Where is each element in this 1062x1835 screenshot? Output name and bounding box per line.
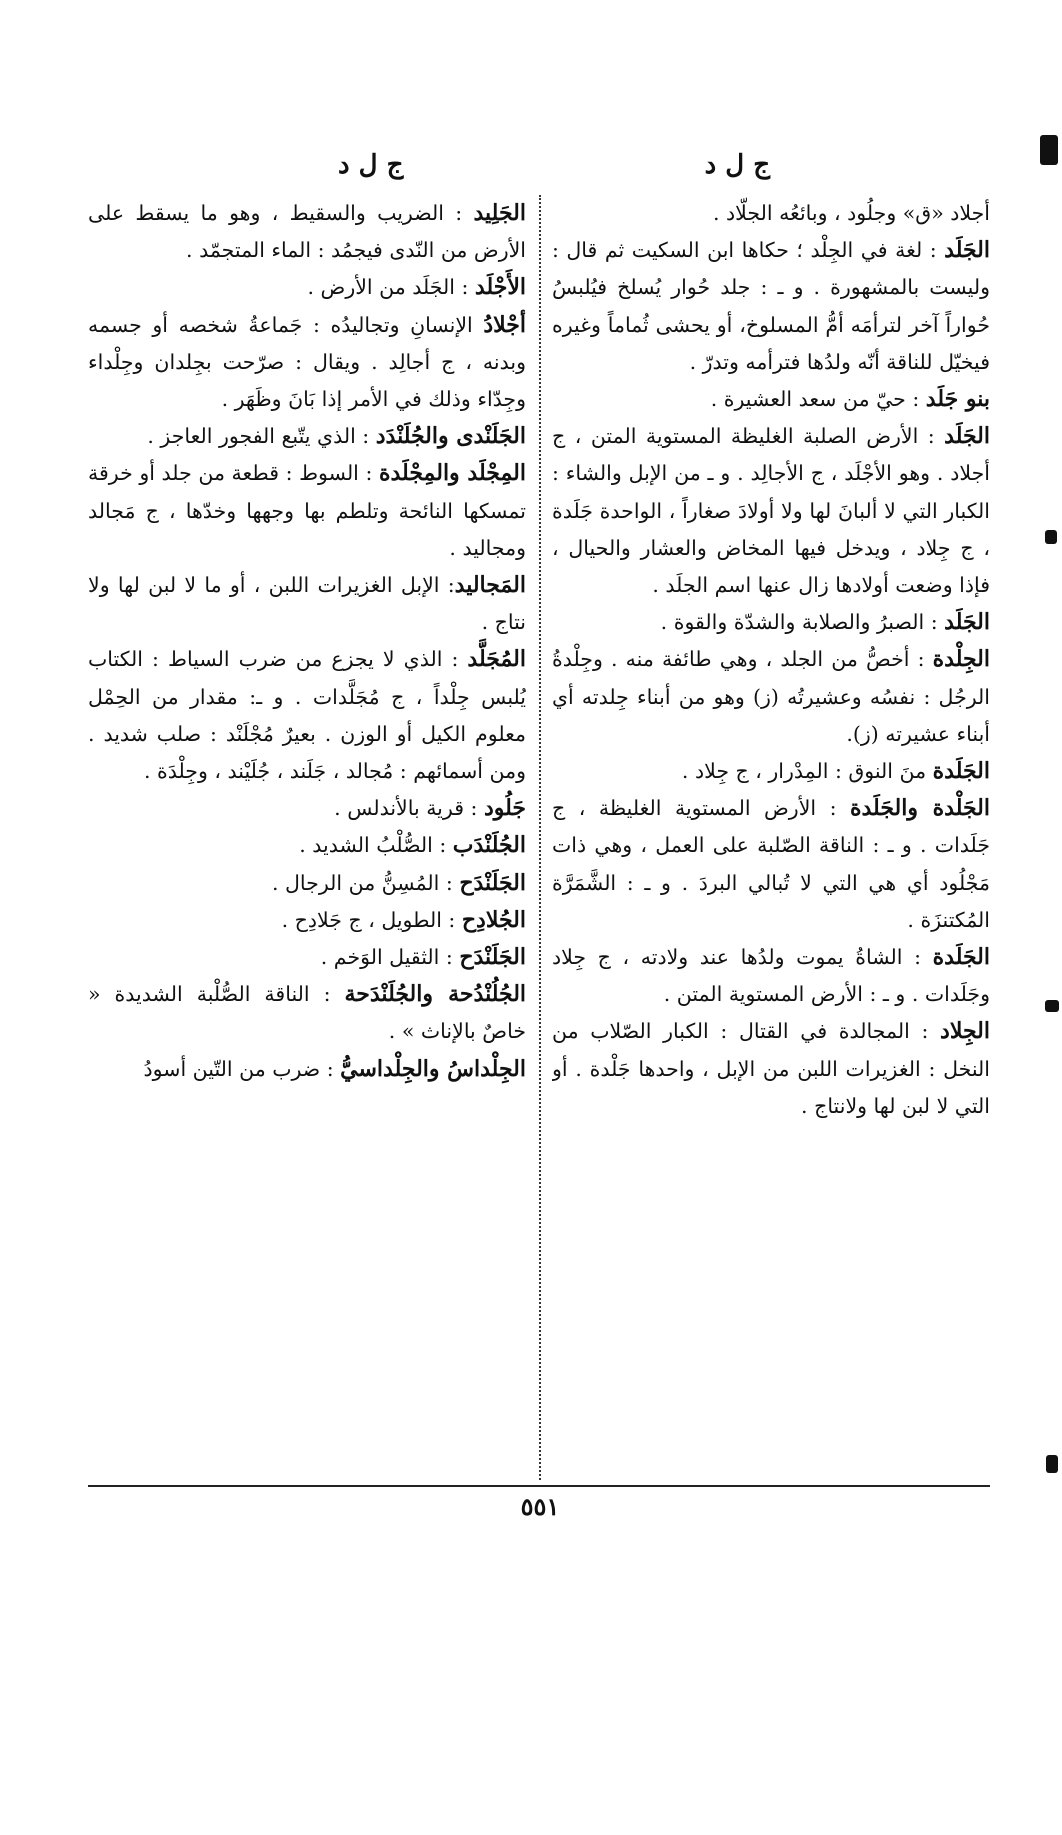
entry-definition: : الشاةُ يموت ولدُها عند ولادته ، ج جِلاد وجَلَدات . و ـ : الأرض المستوية المتن . <box>552 945 990 1007</box>
dictionary-entry <box>552 381 990 418</box>
entry-definition: منَ النوق : المِدْرار ، ج جِلاد . <box>681 759 933 784</box>
footer-rule <box>88 1485 990 1487</box>
dictionary-entry <box>552 753 990 790</box>
entry-definition: : حيّ من سعد العشيرة . <box>710 387 926 412</box>
entry-headword: الجَلَد <box>944 237 990 264</box>
dictionary-entry <box>88 641 526 790</box>
entry-definition: : المجالدة في القتال : الكبار الصّلاب من النخل : الغزيرات اللبن من الإبل ، واحدها جَلْدة . أو التي لا لبن لها ولانتاج . <box>552 1019 990 1118</box>
entry-definition: : المُسِنُّ من الرجال . <box>271 870 460 895</box>
entry-definition: : الطويل ، ج جَلادِح . <box>281 907 462 932</box>
entry-definition: : أخصُّ من الجلد ، وهي طائفة منه . وجِلْدةُ الرجُل : نفسُه وعشيرتُه (ز) وهو من أبناء جِلدته أي أبناء عشيرته (ز). <box>552 647 990 746</box>
entry-definition: : الثقيل الوَخم . <box>320 945 460 970</box>
header-root-right: ج ل د <box>704 150 770 180</box>
dictionary-entry <box>88 902 526 939</box>
dictionary-entry <box>552 418 990 604</box>
entry-definition: : الإبل الغزيرات اللبن ، أو ما لا لبن لها ولا نتاج . <box>88 573 526 635</box>
entry-definition: : الذي لا يجزع من ضرب السياط : الكتاب يُلبس جِلْداً ، ج مُجَلَّدات . و ـ: مقدار من الحِمْل معلوم الكيل أو الوزن . بعيرٌ مُجْلَنْد : صلب شديد . ومن أسمائهم : مُجالد ، جَلَند ، جُلَيْند ، وجِلْدَة . <box>88 647 526 784</box>
edge-mark-top <box>1040 135 1058 165</box>
dictionary-entry <box>88 567 526 641</box>
entry-definition: : الأرض المستوية الغليظة ، ج جَلَدات . و ـ : الناقة الصّلبة على العمل ، وهي ذات مَجْلُود أي هي التي لا تُبالي البردَ . و ـ : الشَّمَرَّة المُكتنزَة . <box>552 796 990 932</box>
dictionary-entry <box>88 418 526 455</box>
left-column <box>88 195 526 1455</box>
entry-definition: : قرية بالأندلس . <box>334 796 484 821</box>
entry-headword: الجُلُنْدُحة والجُلَنْدَحة <box>344 981 526 1008</box>
dictionary-entry <box>552 939 990 1013</box>
entry-headword: الجَلَنْدَح <box>459 869 526 896</box>
entry-headword: الجِلاد <box>940 1018 990 1045</box>
entry-definition: : ضرب من التّين أسودُ <box>143 1056 341 1081</box>
header-root-left: ج ل د <box>338 150 404 180</box>
entry-headword: الجِلْدة <box>932 646 990 673</box>
dictionary-entry <box>88 1051 526 1088</box>
entry-headword: الجَلَنْدى والجُلَنْدَد <box>375 423 526 450</box>
dictionary-entry <box>88 865 526 902</box>
entry-definition: أجلاد «ق» وجلُود ، وبائعُه الجلّاد . <box>712 201 990 225</box>
entry-definition: : الصُّلْبُ الشديد . <box>299 833 453 858</box>
entry-headword: الجُلَنْدَب <box>452 832 526 859</box>
entry-headword: الجَلِيد <box>473 200 526 226</box>
entry-headword: المُجَلَّد <box>467 646 526 673</box>
dictionary-entry <box>88 790 526 827</box>
entry-headword: الجَلَد <box>944 423 990 450</box>
dictionary-entry <box>88 455 526 567</box>
entry-headword: المَجاليد <box>454 572 526 599</box>
text-columns <box>88 195 990 1835</box>
entry-headword: الجَلْدة والجَلَدة <box>849 795 990 822</box>
dictionary-entry <box>552 604 990 641</box>
page-number: ٥٥١ <box>520 1492 560 1521</box>
page-header <box>88 150 990 190</box>
dictionary-entry <box>552 232 990 381</box>
entry-definition: : الأرض الصلبة الغليظة المستوية المتن ، ج أجلاد . وهو الأجْلَد ، ج الأجالِد . و ـ من الإبل والشاء : الكبار التي لا ألبانَ لها ولا أولادَ صغاراً ، الواحدة جَلَدة ، ج جِلاد ، ويدخل فيها المخاض والعشار والحيال ، فإذا وضعت أولادها زال عنها اسم الجلَد . <box>552 424 990 598</box>
entry-definition: : الصبرُ والصلابة والشدّة والقوة . <box>660 610 945 635</box>
dictionary-entry <box>88 939 526 976</box>
entry-headword: بنو جَلَد <box>925 386 990 413</box>
column-divider <box>539 195 541 1480</box>
dictionary-entry <box>88 307 526 419</box>
entry-headword: الجَلَد <box>944 609 990 636</box>
entry-headword: الجَلَدة <box>932 944 990 971</box>
dictionary-entry <box>552 790 990 939</box>
dictionary-entry <box>552 641 990 753</box>
edge-mark-mid-1 <box>1045 530 1057 544</box>
dictionary-entry <box>88 269 526 306</box>
dictionary-entry <box>552 1013 990 1125</box>
right-column <box>552 195 990 1455</box>
entry-headword: الجَلَدة <box>932 758 990 785</box>
dictionary-entry <box>88 827 526 864</box>
edge-mark-mid-2 <box>1045 1000 1059 1012</box>
entry-headword: الجِلْداسُ والجِلْداسيُّ <box>340 1055 526 1082</box>
entry-headword: أجْلادُ <box>483 311 526 338</box>
entry-headword: الجُلادِح <box>461 906 526 933</box>
edge-mark-bottom <box>1046 1455 1058 1473</box>
entry-definition: : الجَلَد من الأرض . <box>307 275 475 300</box>
entry-definition: : السوط : قطعة من جلد أو خرقة تمسكها النائحة وتلطم بها وجهها وخدّها ، ج مَجالد ومجاليد . <box>88 461 526 560</box>
dictionary-entry <box>552 195 990 232</box>
entry-definition: : لغة في الجِلْد ؛ حكاها ابن السكيت ثم قال : وليست بالمشهورة . و ـ : جلد حُوار يُسلخ فيُلبسُ حُواراً آخر لترأمَه أمُّ المسلوخ، أو يحشى ثُماماً وغيره فيخيّل للناقة أنّه ولدُها فترأمه وتدرّ . <box>552 238 990 374</box>
entry-headword: المِجْلَد والمِجْلَدة <box>378 460 526 487</box>
entry-headword: الأَجْلَد <box>474 274 526 301</box>
dictionary-entry <box>88 195 526 269</box>
entry-headword: جَلُود <box>483 795 526 822</box>
entry-definition: : الذي يتّبع الفجور العاجز . <box>147 424 376 449</box>
entry-headword: الجَلَنْدَح <box>459 944 526 971</box>
entry-definition: الإنسانِ وتجاليدُه : جَماعةُ شخصه أو جسمه وبدنه ، ج أجالِد . ويقال : صرّحت بجِلدان وجِلْداء وجِدّاء وذلك في الأمر إذا بَانَ وظَهَر . <box>88 312 526 412</box>
entry-definition: : الضريب والسقيط ، وهو ما يسقط على الأرض من النّدى فيجمُد : الماء المتجمّد . <box>88 201 526 263</box>
dictionary-entry <box>88 976 526 1050</box>
entry-definition: : الناقة الصُّلْبة الشديدة « خاصٌ بالإناث » . <box>88 982 526 1044</box>
